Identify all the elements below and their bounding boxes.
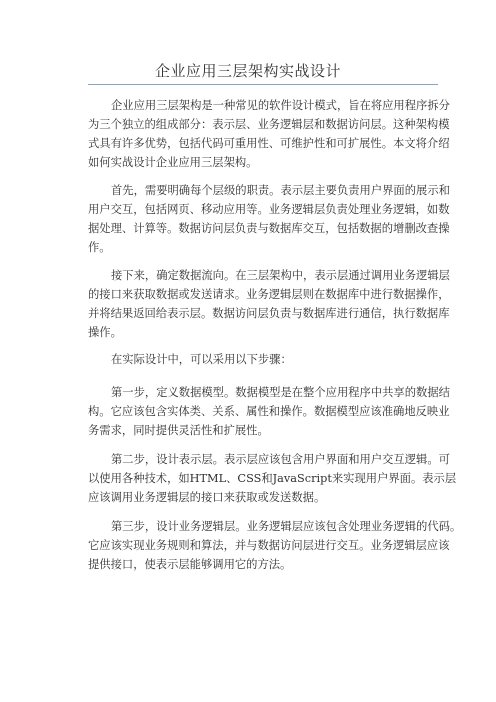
title-underline — [88, 84, 438, 85]
paragraph-line: 操作。 — [88, 326, 122, 339]
paragraph-data-flow — [88, 266, 450, 342]
paragraph-line: 构。它应该包含实体类、关系、属性和操作。数据模型应该准确地反映业 — [88, 405, 450, 418]
paragraph-line: 提供接口，使表示层能够调用它的方法。 — [88, 558, 292, 571]
paragraph-intro — [88, 96, 450, 172]
paragraph-line: 用户交互，包括网页、移动应用等。业务逻辑层负责处理业务逻辑，如数 — [88, 203, 450, 216]
paragraph-line: 企业应用三层架构是一种常见的软件设计模式，旨在将应用程序拆分 — [111, 99, 450, 112]
paragraph-line: 为三个独立的组成部分：表示层、业务逻辑层和数据访问层。这种架构模 — [88, 118, 450, 131]
paragraph-line: 据处理、计算等。数据访问层负责与数据库交互，包括数据的增删改查操 — [88, 222, 450, 235]
paragraph-line: 作。 — [88, 241, 111, 254]
paragraph-line: 第三步，设计业务逻辑层。业务逻辑层应该包含处理业务逻辑的代码。 — [111, 520, 462, 533]
paragraph-line: 第二步，设计表示层。表示层应该包含用户界面和用户交互逻辑。可 — [111, 453, 450, 466]
paragraph-line: 并将结果返回给表示层。数据访问层负责与数据库进行通信，执行数据库 — [88, 307, 450, 320]
paragraph-line: 在实际设计中，可以采用以下步骤： — [111, 353, 292, 366]
paragraph-line: 如何实战设计企业应用三层架构。 — [88, 156, 258, 169]
paragraph-line: 它应该实现业务规则和算法，并与数据访问层进行交互。业务逻辑层应该 — [88, 539, 450, 552]
paragraph-line: 务需求，同时提供灵活性和扩展性。 — [88, 424, 269, 437]
paragraph-step-two — [88, 450, 457, 507]
paragraph-step-one — [88, 383, 450, 440]
paragraph-line: 首先，需要明确每个层级的职责。表示层主要负责用户界面的展示和 — [111, 184, 450, 197]
paragraph-line: 第一步，定义数据模型。数据模型是在整个应用程序中共享的数据结 — [111, 386, 450, 399]
document-title: 企业应用三层架构实战设计 — [154, 62, 341, 80]
paragraph-line: 的接口来获取数据或发送请求。业务逻辑层则在数据库中进行数据操作， — [88, 288, 450, 301]
paragraph-steps-intro — [88, 350, 444, 369]
paragraph-responsibilities — [88, 181, 450, 257]
paragraph-line: 接下来，确定数据流向。在三层架构中，表示层通过调用业务逻辑层 — [111, 269, 450, 282]
paragraph-step-three — [88, 517, 462, 574]
paragraph-line: 式具有许多优势，包括代码可重用性、可维护性和可扩展性。本文将介绍 — [88, 137, 450, 150]
paragraph-line: 应该调用业务逻辑层的接口来获取或发送数据。 — [88, 491, 326, 504]
paragraph-line: 以使用各种技术，如HTML、CSS和JavaScript来实现用户界面。表示层 — [88, 472, 457, 485]
